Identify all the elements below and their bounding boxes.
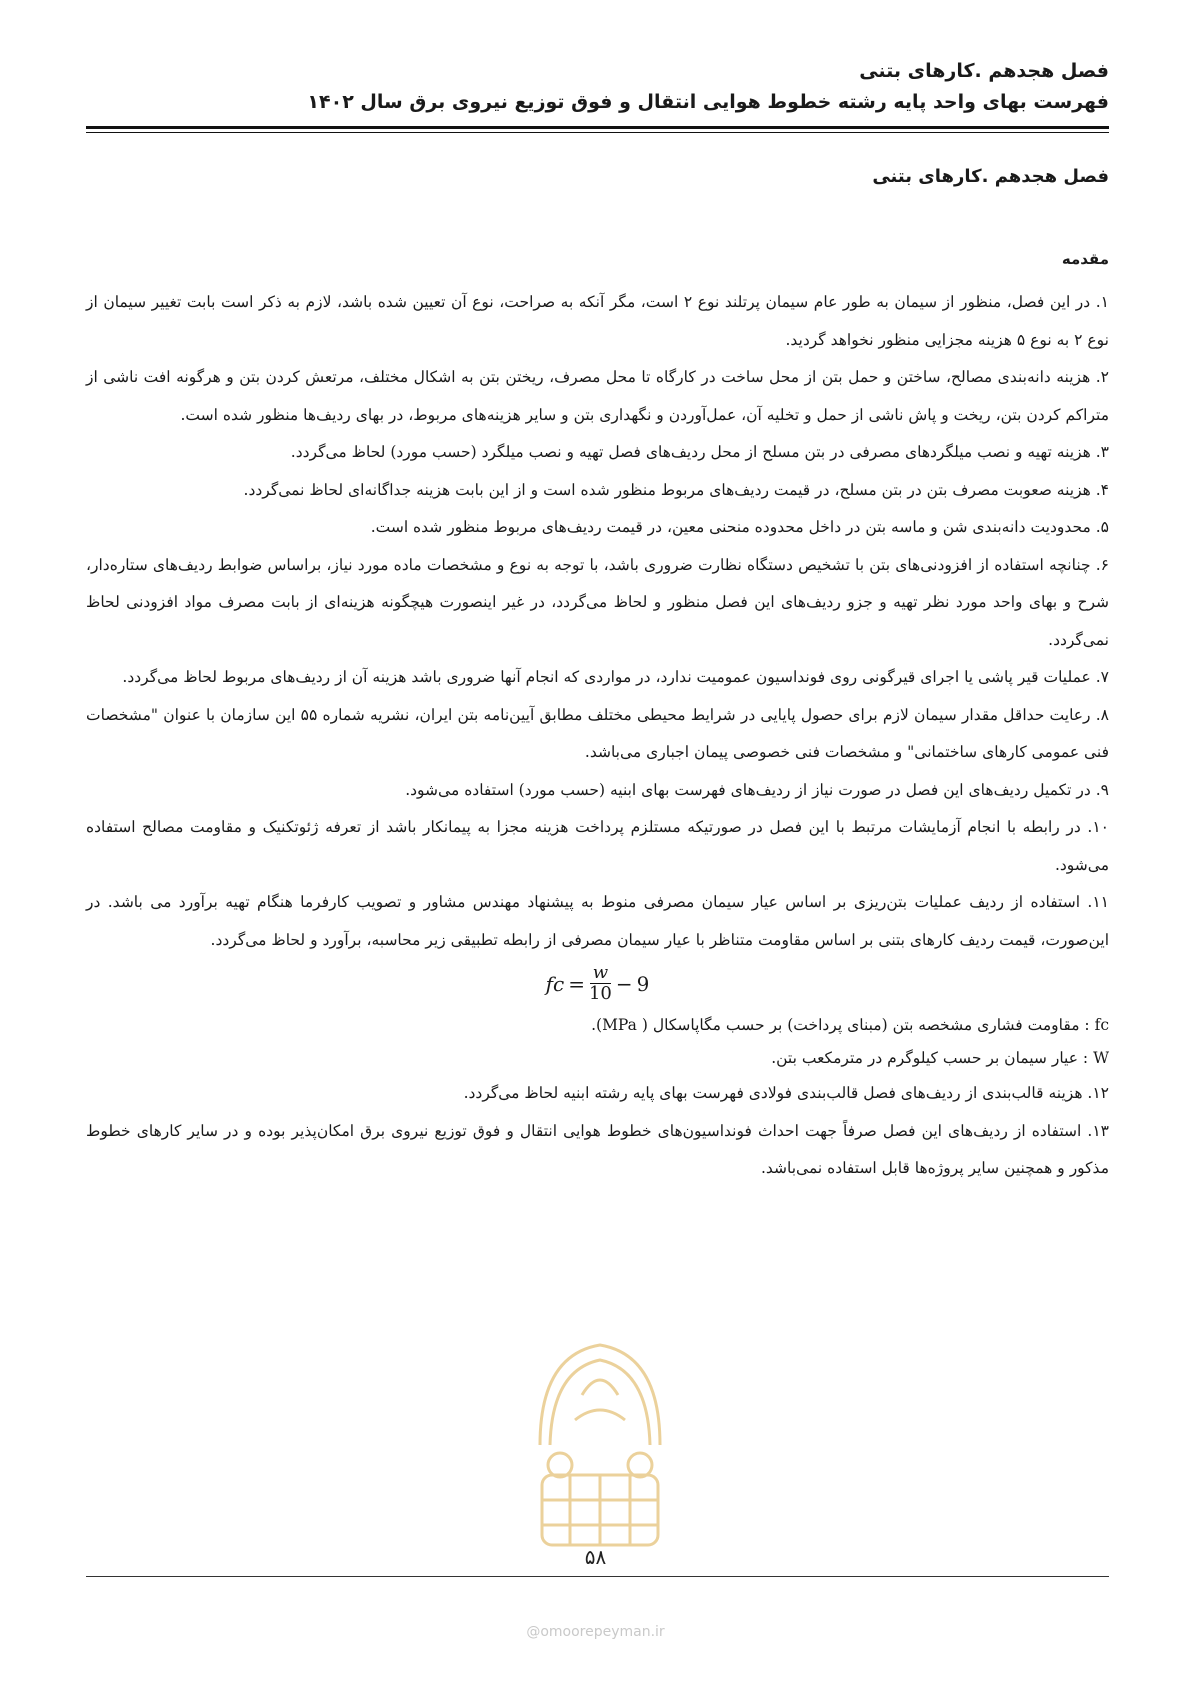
formula-equals: = bbox=[568, 971, 585, 996]
paragraph: ۱. در این فصل، منظور از سیمان به طور عام سیمان پرتلند نوع ۲ است، مگر آنکه به صراحت، نوع آن تعیین شده باشد، لازم به ذکر است بابت تغییر سیمان از نوع ۲ به نوع ۵ هزینه مجزایی منظور نخواهد گردید. bbox=[86, 293, 1109, 349]
header-document-title: فهرست بهای واحد پایه رشته خطوط هوایی انتقال و فوق توزیع نیروی برق سال ۱۴۰۲ bbox=[307, 91, 1109, 113]
page-header bbox=[86, 56, 1109, 118]
paragraph: ۵. محدودیت دانه‌بندی شن و ماسه بتن در داخل محدوده منحنی معین، در قیمت ردیف‌های مربوط منظور شده است. bbox=[370, 518, 1109, 536]
definition-item: W : عیار سیمان بر حسب کیلوگرم در مترمکعب بتن. bbox=[771, 1049, 1109, 1067]
paragraph: ۹. در تکمیل ردیف‌های این فصل در صورت نیاز از ردیف‌های فهرست بهای ابنیه (حسب مورد) استفاده می‌شود. bbox=[405, 780, 1109, 799]
strength-formula bbox=[86, 963, 1109, 1009]
header-chapter-title: فصل هجدهم .کارهای بتنی bbox=[859, 60, 1109, 82]
watermark-logo bbox=[520, 1325, 680, 1565]
paragraph: ۱۲. هزینه قالب‌بندی از ردیف‌های فصل قالب‌بندی فولادی فهرست بهای پایه رشته ابنیه لحاظ می‌گردد. bbox=[463, 1084, 1109, 1102]
formula-minus: − bbox=[615, 971, 633, 996]
footer-rule bbox=[86, 1576, 1109, 1577]
header-rule-thin bbox=[86, 132, 1109, 133]
paragraph: ۴. هزینه صعوبت مصرف بتن در بتن مسلح، در قیمت ردیف‌های مربوط منظور شده است و از این بابت هزینه جداگانه‌ای لحاظ نمی‌گردد. bbox=[243, 480, 1109, 499]
chapter-title: فصل هجدهم .کارهای بتنی bbox=[872, 166, 1109, 187]
paragraph: ۱۱. استفاده از ردیف عملیات بتن‌ریزی بر اساس عیار سیمان مصرفی منوط به پیشنهاد مهندس مشاور و تصویب کارفرما هنگام تهیه برآورد می باشد. در این‌صورت، قیمت ردیف کارهای بتنی بر اساس مقاومت متناظر با عیار سیمان مصرفی از رابطه تطبیقی زیر محاسبه، برآورد و لحاظ می‌گردد. bbox=[86, 893, 1109, 949]
document-body bbox=[86, 284, 1109, 1188]
paragraph: ۲. هزینه دانه‌بندی مصالح، ساختن و حمل بتن از محل ساخت در کارگاه تا محل مصرف، ریختن بتن به اشکال مختلف، مرتعش کردن بتن و هرگونه افت ناشی از متراکم کردن بتن، ریخت و پاش ناشی از حمل و تخلیه آن، عمل‌آوردن و نگهداری بتن و سایر هزینه‌های مربوط، در بهای ردیف‌ها منظور شده است. bbox=[86, 368, 1109, 424]
paragraph: ۱۰. در رابطه با انجام آزمایشات مرتبط با این فصل در صورتیکه مستلزم پرداخت هزینه مجزا به پیمانکار باشد از تعرفه ژئوتکنیک و مقاومت مصالح استفاده می‌شود. bbox=[86, 818, 1109, 874]
header-rule-thick bbox=[86, 126, 1109, 129]
paragraph: ۸. رعایت حداقل مقدار سیمان لازم برای حصول پایایی در شرایط محیطی مختلف مطابق آیین‌نامه بتن ایران، نشریه شماره ۵۵ این سازمان با عنوان "مشخصات فنی عمومی کارهای ساختمانی" و مشخصات فنی خصوصی پیمان اجباری می‌باشد. bbox=[86, 705, 1109, 761]
paragraph: ۳. هزینه تهیه و نصب میلگردهای مصرفی در بتن مسلح از محل ردیف‌های فصل تهیه و نصب میلگرد (حسب مورد) لحاظ می‌گردد. bbox=[290, 443, 1109, 461]
formula-denominator: 10 bbox=[588, 983, 612, 1004]
intro-heading: مقدمه bbox=[1061, 250, 1109, 268]
page-number: ۵۸ bbox=[584, 1545, 607, 1569]
formula-lhs: fc bbox=[545, 971, 565, 996]
formula-fraction bbox=[589, 963, 612, 1004]
watermark-seal-icon bbox=[520, 1325, 680, 1565]
paragraph: ۷. عملیات قیر پاشی یا اجرای قیرگونی روی فونداسیون عمومیت ندارد، در مواردی که انجام آنها ضروری باشد هزینه آن از ردیف‌های مربوط لحاظ می‌گردد. bbox=[122, 668, 1109, 686]
formula-numerator: w bbox=[590, 963, 611, 984]
footer-website: @omoorepeyman.ir bbox=[526, 1624, 665, 1640]
definition-item: fc : مقاومت فشاری مشخصه بتن (مبنای پرداخت) بر حسب مگاپاسکال ( MPa). bbox=[591, 1016, 1109, 1034]
paragraph: ۱۳. استفاده از ردیف‌های این فصل صرفاً جهت احداث فونداسیون‌های خطوط هوایی انتقال و فوق توزیع نیروی برق امکان‌پذیر بوده و در سایر کارهای خطوط مذکور و همچنین سایر پروژه‌ها قابل استفاده نمی‌باشد. bbox=[86, 1121, 1109, 1177]
formula-definitions bbox=[86, 1009, 1109, 1075]
formula-constant: 9 bbox=[636, 971, 650, 996]
paragraph: ۶. چنانچه استفاده از افزودنی‌های بتن با تشخیص دستگاه نظارت ضروری باشد، با توجه به نوع و مشخصات ماده مورد نیاز، براساس ضوابط ردیف‌های ستاره‌دار، شرح و بهای واحد مورد نظر تهیه و جزو ردیف‌های این فصل منظور و لحاظ می‌گردد، در غیر اینصورت هیچگونه هزینه‌ای از بابت مصرف مواد افزودنی لحاظ نمی‌گردد. bbox=[86, 555, 1109, 649]
